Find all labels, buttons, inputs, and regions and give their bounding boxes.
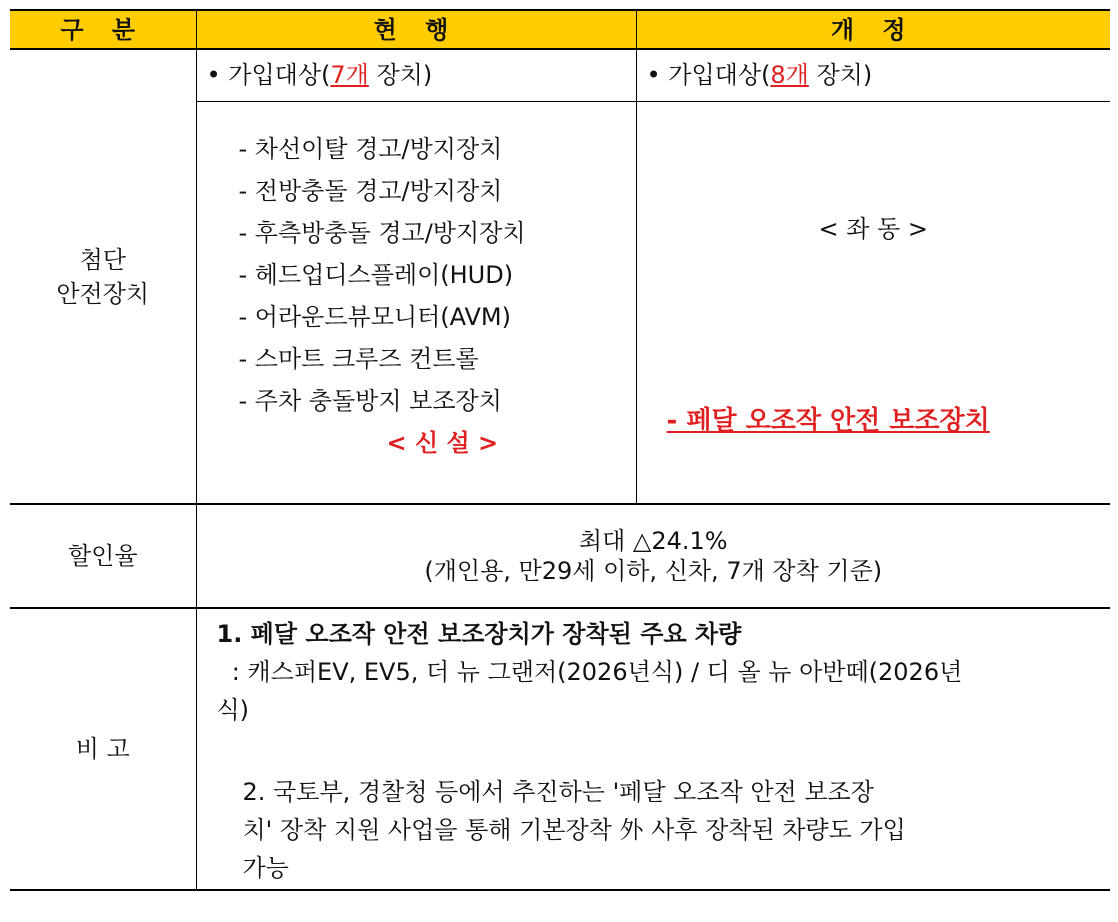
note1-body-a: : 캐스퍼EV, EV5, 더 뉴 그랜저(2026년식) / 디 올 뉴 아반떼(2026년	[216, 658, 963, 686]
revised-items-cell	[636, 101, 1110, 504]
note1-title: 1. 페달 오조작 안전 보조장치가 장착된 주요 차량	[216, 620, 742, 648]
discount-line1: 최대 △24.1%	[578, 527, 728, 555]
header-current: 현 행	[196, 10, 636, 49]
table-header-row	[10, 10, 1110, 49]
remarks-category: 비 고	[10, 608, 196, 890]
discount-category: 할인율	[10, 504, 196, 608]
list-item: - 차선이탈 경고/방지장치	[238, 134, 503, 163]
current-new-marker: < 신 설 >	[386, 428, 499, 457]
safety-category-cell	[10, 49, 196, 504]
discount-value-cell	[196, 504, 1110, 608]
discount-row	[10, 504, 1110, 608]
remarks-row	[10, 608, 1110, 890]
note2-line-b: 치' 장착 지원 사업을 통해 기본장착 外 사후 장착된 차량도 가입	[242, 816, 906, 844]
list-item: - 전방충돌 경고/방지장치	[238, 176, 503, 205]
discount-line2: (개인용, 만29세 이하, 신차, 7개 장착 기준)	[424, 557, 883, 585]
current-heading-cell: • 가입대상(7개 장치)	[196, 49, 636, 101]
list-item: - 스마트 크루즈 컨트롤	[238, 344, 479, 373]
revised-count: 8개	[770, 61, 809, 90]
list-item: - 어라운드뷰모니터(AVM)	[238, 302, 511, 331]
safety-heading-row	[10, 49, 1110, 101]
note1-body-b: 식)	[216, 696, 250, 724]
list-item: - 주차 충돌방지 보조장치	[238, 386, 502, 415]
current-count: 7개	[330, 61, 369, 90]
remarks-cell	[196, 608, 1110, 890]
safety-category-line2: 안전장치	[56, 279, 150, 308]
revised-heading-cell: • 가입대상(8개 장치)	[636, 49, 1110, 101]
insurance-comparison-table	[10, 9, 1110, 891]
header-category: 구 분	[10, 10, 196, 49]
note2-line-a: 2. 국토부, 경찰청 등에서 추진하는 '페달 오조작 안전 보조장	[242, 778, 874, 806]
header-revised: 개 정	[636, 10, 1110, 49]
note2-line-c: 가능	[242, 854, 289, 882]
list-item: - 후측방충돌 경고/방지장치	[238, 218, 526, 247]
revised-same-marker: < 좌 동 >	[818, 214, 928, 243]
revised-new-item: - 페달 오조작 안전 보조장치	[666, 405, 990, 436]
safety-category-line1: 첨단	[79, 245, 126, 274]
list-item: - 헤드업디스플레이(HUD)	[238, 260, 514, 289]
current-items-cell	[196, 101, 636, 504]
